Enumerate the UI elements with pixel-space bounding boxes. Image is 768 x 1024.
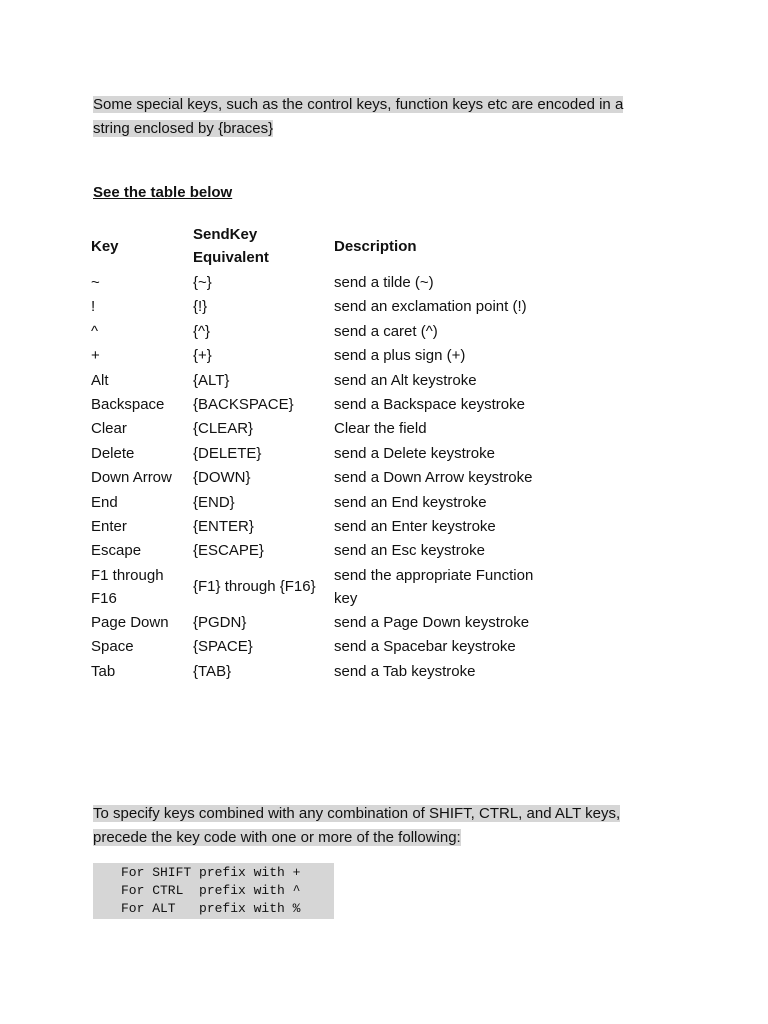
code-line-ctrl: For CTRL prefix with ^: [121, 883, 301, 898]
table-row: [91, 369, 534, 393]
table-row: [91, 393, 534, 417]
description-cell: send a caret (^): [334, 322, 438, 340]
key-cell: Enter: [91, 517, 127, 535]
header-key: Key: [91, 237, 119, 255]
table-row: [91, 320, 534, 344]
description-cell: send a Page Down keystroke: [334, 614, 530, 632]
sendkey-cell: {BACKSPACE}: [193, 395, 294, 413]
key-cell: +: [91, 347, 100, 365]
description-cell: send a Backspace keystroke: [334, 395, 525, 413]
key-cell: Delete: [91, 444, 135, 462]
table-row: [91, 271, 534, 295]
code-line-alt: For ALT prefix with %: [121, 901, 301, 916]
modifier-code-block: [93, 863, 334, 919]
intro-line-2: string enclosed by {braces}: [93, 119, 274, 137]
sendkey-cell: {F1} through {F16}: [193, 578, 316, 596]
description-cell: send a Delete keystroke: [334, 444, 495, 462]
intro-paragraph: [93, 93, 653, 140]
sendkey-cell: {ENTER}: [193, 517, 254, 535]
key-cell: End: [91, 493, 118, 511]
description-cell: send a Spacebar keystroke: [334, 638, 516, 656]
sendkey-cell: {END}: [193, 493, 235, 511]
description-cell: send an Esc keystroke: [334, 542, 485, 560]
key-cell: Tab: [91, 662, 116, 680]
sendkey-cell: {DELETE}: [193, 444, 262, 462]
table-row: [91, 660, 534, 684]
modifier-paragraph: [93, 802, 663, 849]
key-cell: ~: [91, 274, 100, 291]
table-row: [91, 635, 534, 659]
header-description: Description: [334, 237, 417, 255]
description-cell: Clear the field: [334, 420, 427, 438]
table-row: [91, 295, 534, 319]
header-sendkey: SendKey Equivalent: [193, 226, 269, 266]
sendkey-cell: {ESCAPE}: [193, 542, 264, 560]
key-cell: Escape: [91, 542, 142, 560]
table-row: [91, 442, 534, 466]
description-cell: send an exclamation point (!): [334, 298, 527, 316]
table-row: [91, 491, 534, 515]
description-cell: send a plus sign (+): [334, 347, 466, 365]
key-cell: F1 through F16: [91, 566, 164, 607]
description-cell: send the appropriate Function key: [334, 566, 534, 607]
modifier-line-1: To specify keys combined with any combination of SHIFT, CTRL, and ALT keys,: [93, 805, 621, 822]
sendkey-cell: {TAB}: [193, 662, 232, 680]
table-row: [91, 611, 534, 635]
description-cell: send an End keystroke: [334, 493, 487, 511]
sendkey-cell: {CLEAR}: [193, 420, 254, 438]
key-cell: Alt: [91, 371, 109, 389]
table-row: [91, 466, 534, 490]
key-cell: Down Arrow: [91, 469, 172, 487]
key-cell: ^: [91, 322, 99, 340]
description-cell: send a tilde (~): [334, 274, 434, 291]
description-cell: send an Enter keystroke: [334, 517, 496, 535]
see-table-heading: See the table below: [93, 184, 233, 201]
sendkey-table: [91, 223, 534, 684]
sendkey-cell: {SPACE}: [193, 638, 253, 656]
sendkey-cell: {PGDN}: [193, 614, 247, 632]
table-row: [91, 539, 534, 563]
intro-line-1: Some special keys, such as the control keys, function keys etc are encoded in a: [93, 96, 624, 113]
table-row: [91, 515, 534, 539]
sendkey-cell: {^}: [193, 322, 211, 340]
key-cell: Space: [91, 638, 134, 656]
description-cell: send a Down Arrow keystroke: [334, 469, 533, 487]
sendkey-cell: {!}: [193, 298, 208, 316]
key-cell: Clear: [91, 420, 127, 438]
key-cell: Page Down: [91, 614, 169, 632]
sendkey-cell: {~}: [193, 274, 212, 291]
key-cell: !: [91, 298, 96, 316]
sendkey-cell: {DOWN}: [193, 469, 251, 487]
description-cell: send a Tab keystroke: [334, 662, 476, 680]
table-row: [91, 417, 534, 441]
sendkey-cell: {ALT}: [193, 371, 230, 389]
description-cell: send an Alt keystroke: [334, 371, 477, 389]
table-row: [91, 344, 534, 368]
table-row: [91, 564, 534, 611]
code-line-shift: For SHIFT prefix with +: [121, 865, 301, 880]
modifier-line-2: precede the key code with one or more of the following:: [93, 828, 461, 846]
sendkey-cell: {+}: [193, 347, 212, 365]
table-header-row: [91, 223, 534, 271]
key-cell: Backspace: [91, 395, 165, 413]
